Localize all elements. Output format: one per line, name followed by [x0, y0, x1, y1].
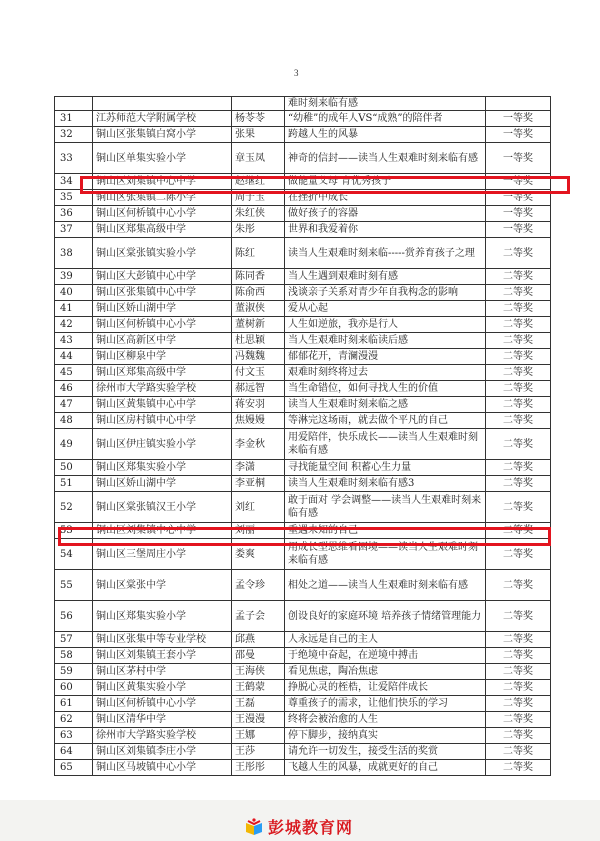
- table-row: [55, 601, 551, 632]
- cell-award: 二等奖: [486, 238, 551, 269]
- cell-number: 35: [55, 190, 93, 206]
- cell-number: 56: [55, 601, 93, 632]
- cell-award: 二等奖: [486, 680, 551, 696]
- cell-number: 43: [55, 333, 93, 349]
- cell-number: 60: [55, 680, 93, 696]
- cell-school: 铜山区何桥镇中心小学: [93, 696, 232, 712]
- cell-title: 世界和我爱着你: [285, 222, 486, 238]
- cell-number: 38: [55, 238, 93, 269]
- cell-title: 爱从心起: [285, 301, 486, 317]
- cell-number: 44: [55, 349, 93, 365]
- cell-name: 陈俞西: [232, 285, 285, 301]
- cell-name: 焦嫚嫚: [232, 413, 285, 429]
- cell-award: 二等奖: [486, 349, 551, 365]
- cell-number: 42: [55, 317, 93, 333]
- cell-school: 铜山区何桥镇中心小学: [93, 206, 232, 222]
- cell-title: 重遇未知的自己: [285, 523, 486, 539]
- cell-number: 51: [55, 476, 93, 492]
- cell-number: 54: [55, 539, 93, 570]
- cell-title: 尊重孩子的需求，让他们快乐的学习: [285, 696, 486, 712]
- table-row: [55, 460, 551, 476]
- cell-award: 二等奖: [486, 632, 551, 648]
- cell-title: 当生命错位，如何寻找人生的价值: [285, 381, 486, 397]
- cell-award: 二等奖: [486, 285, 551, 301]
- cell-award: 二等奖: [486, 744, 551, 760]
- cell-name: 王磊: [232, 696, 285, 712]
- cell-name: 王海侠: [232, 664, 285, 680]
- cell-number: 41: [55, 301, 93, 317]
- table-row: [55, 111, 551, 127]
- cell-title: 于绝境中奋起，在逆境中搏击: [285, 648, 486, 664]
- cell-number: 49: [55, 429, 93, 460]
- cell-title: 飞越人生的风暴，成就更好的自己: [285, 760, 486, 776]
- table-row: [55, 365, 551, 381]
- page-number: 3: [294, 68, 299, 78]
- cell-school: 徐州市大学路实验学校: [93, 728, 232, 744]
- cell-school: 铜山区柳泉中学: [93, 349, 232, 365]
- cell-number: 50: [55, 460, 93, 476]
- cell-title: 在挫折中成长: [285, 190, 486, 206]
- cell-title: 浅谈亲子关系对青少年自我构念的影响: [285, 285, 486, 301]
- cell-number: 45: [55, 365, 93, 381]
- cell-award: 二等奖: [486, 413, 551, 429]
- cell-award: 一等奖: [486, 222, 551, 238]
- cell-title: 请允许一切发生，接受生活的奖赏: [285, 744, 486, 760]
- cell-school: 铜山区何桥镇中心小学: [93, 317, 232, 333]
- cell-number: 62: [55, 712, 93, 728]
- cell-school: 铜山区伊庄镇实验小学: [93, 429, 232, 460]
- cell-award: 二等奖: [486, 317, 551, 333]
- cell-number: 57: [55, 632, 93, 648]
- table-row: [55, 349, 551, 365]
- cell-school: 铜山区棠张镇实验小学: [93, 238, 232, 269]
- table-row: [55, 712, 551, 728]
- cell-name: 朱彤: [232, 222, 285, 238]
- cell-title: 用成长型思维看困境——读当人生艰难时刻来临有感: [285, 539, 486, 570]
- cell-award: 二等奖: [486, 712, 551, 728]
- cell-name: 郝远智: [232, 381, 285, 397]
- table-row: [55, 206, 551, 222]
- table-row: [55, 381, 551, 397]
- table-row: [55, 301, 551, 317]
- cell-name: 杜思颖: [232, 333, 285, 349]
- cell-name: 付文玉: [232, 365, 285, 381]
- cell-award: 一等奖: [486, 143, 551, 174]
- cell-award: 二等奖: [486, 760, 551, 776]
- award-table-body: [55, 97, 551, 776]
- cell-title: 看见焦虑，陶冶焦虑: [285, 664, 486, 680]
- cell-name: 朱红侠: [232, 206, 285, 222]
- cell-award: 二等奖: [486, 601, 551, 632]
- book-icon: [244, 818, 264, 836]
- table-row: [55, 413, 551, 429]
- cell-name: 李潇: [232, 460, 285, 476]
- cell-number: 36: [55, 206, 93, 222]
- watermark-text: 彭城教育网: [268, 818, 354, 837]
- cell-number: 48: [55, 413, 93, 429]
- cell-name: 孟令珍: [232, 570, 285, 601]
- cell-title: 郁郁花开，青澜漫漫: [285, 349, 486, 365]
- cell-number: 63: [55, 728, 93, 744]
- cell-name: 刘红: [232, 492, 285, 523]
- cell-award: 二等奖: [486, 460, 551, 476]
- cell-award: 二等奖: [486, 664, 551, 680]
- table-row: [55, 222, 551, 238]
- cell-number: 55: [55, 570, 93, 601]
- cell-name: 邵曼: [232, 648, 285, 664]
- cell-school: 铜山区张集镇白窝小学: [93, 127, 232, 143]
- cell-number: 40: [55, 285, 93, 301]
- cell-award: 一等奖: [486, 190, 551, 206]
- cell-name: 张果: [232, 127, 285, 143]
- cell-award: 二等奖: [486, 365, 551, 381]
- cell-school: 铜山区刘集镇中心中学: [93, 174, 232, 190]
- cell-award: 二等奖: [486, 492, 551, 523]
- cell-school: 铜山区郑集实验小学: [93, 460, 232, 476]
- cell-title: 人生如逆旅，我亦是行人: [285, 317, 486, 333]
- table-row: [55, 664, 551, 680]
- cell-school: 铜山区三堡周庄小学: [93, 539, 232, 570]
- cell-title: 敢于面对 学会调整——读当人生艰难时刻来临有感: [285, 492, 486, 523]
- watermark-logo: [244, 815, 353, 838]
- cell-school: 铜山区马坡镇中心小学: [93, 760, 232, 776]
- table-row: [55, 269, 551, 285]
- table-row: [55, 492, 551, 523]
- cell-name: 章玉凤: [232, 143, 285, 174]
- cell-name: 刘丽: [232, 523, 285, 539]
- cell-title: 读当人生艰难时刻来临之感: [285, 397, 486, 413]
- cell-school: 铜山区茅村中学: [93, 664, 232, 680]
- table-row: [55, 570, 551, 601]
- cell-name: 王莎: [232, 744, 285, 760]
- cell-school: 铜山区高新区中学: [93, 333, 232, 349]
- cell-title: 神奇的信封——读当人生艰难时刻来临有感: [285, 143, 486, 174]
- cell-award: 二等奖: [486, 696, 551, 712]
- cell-school: 铜山区娇山湖中学: [93, 476, 232, 492]
- cell-number: 53: [55, 523, 93, 539]
- cell-award: 二等奖: [486, 728, 551, 744]
- table-row: [55, 728, 551, 744]
- cell-name: 王漫漫: [232, 712, 285, 728]
- cell-award: 二等奖: [486, 523, 551, 539]
- cell-title: 当人生遇到艰难时刻有感: [285, 269, 486, 285]
- cell-number: 52: [55, 492, 93, 523]
- cell-name: 周子玉: [232, 190, 285, 206]
- cell-school: 铜山区娇山湖中学: [93, 301, 232, 317]
- cell-school: 铜山区棠张中学: [93, 570, 232, 601]
- cell-school: 铜山区张集镇中心中学: [93, 285, 232, 301]
- highlight-box-row-53: [58, 527, 551, 546]
- cell-number: 32: [55, 127, 93, 143]
- table-row: [55, 429, 551, 460]
- cell-award: 一等奖: [486, 111, 551, 127]
- cell-title: 难时刻来临有感: [285, 97, 486, 111]
- cell-title: 寻找能量空间 积蓄心生力量: [285, 460, 486, 476]
- cell-school: 铜山区黄集镇中心中学: [93, 397, 232, 413]
- cell-award: 二等奖: [486, 570, 551, 601]
- cell-title: 当人生艰难时刻来临读后感: [285, 333, 486, 349]
- cell-title: “幼稚”的成年人VS“成熟”的陪伴者: [285, 111, 486, 127]
- cell-school: 铜山区刘集镇中心中学: [93, 523, 232, 539]
- cell-award: 二等奖: [486, 333, 551, 349]
- table-row: [55, 143, 551, 174]
- cell-school: 江苏师范大学附属学校: [93, 111, 232, 127]
- highlight-box-row-34: [80, 176, 570, 194]
- cell-award: 一等奖: [486, 206, 551, 222]
- cell-name: 董树新: [232, 317, 285, 333]
- cell-school: 铜山区棠张镇汉王小学: [93, 492, 232, 523]
- cell-title: 用爱陪伴，快乐成长——读当人生艰难时刻来临有感: [285, 429, 486, 460]
- cell-school: 铜山区黄集实验小学: [93, 680, 232, 696]
- cell-award: 二等奖: [486, 476, 551, 492]
- cell-school: 铜山区郑集实验小学: [93, 601, 232, 632]
- cell-number: 31: [55, 111, 93, 127]
- cell-title: 读当人生艰难时刻来临有感3: [285, 476, 486, 492]
- cell-number: 61: [55, 696, 93, 712]
- cell-number: 37: [55, 222, 93, 238]
- cell-title: 停下脚步，接纳真实: [285, 728, 486, 744]
- cell-school: 铜山区郑集高级中学: [93, 222, 232, 238]
- cell-title: 终将会被治愈的人生: [285, 712, 486, 728]
- cell-name: 李亚桐: [232, 476, 285, 492]
- cell-award: 一等奖: [486, 174, 551, 190]
- table-row: [55, 744, 551, 760]
- table-row: [55, 333, 551, 349]
- cell-number: 64: [55, 744, 93, 760]
- cell-award: 二等奖: [486, 429, 551, 460]
- table-row: [55, 648, 551, 664]
- cell-school: 铜山区郑集高级中学: [93, 365, 232, 381]
- cell-name: 王彤彤: [232, 760, 285, 776]
- cell-award: 二等奖: [486, 269, 551, 285]
- cell-name: 孟子会: [232, 601, 285, 632]
- cell-title: 相处之道——读当人生艰难时刻来临有感: [285, 570, 486, 601]
- cell-school: 徐州市大学路实验学校: [93, 381, 232, 397]
- cell-award: 二等奖: [486, 381, 551, 397]
- cell-award: 一等奖: [486, 127, 551, 143]
- table-row: [55, 397, 551, 413]
- cell-award: 二等奖: [486, 539, 551, 570]
- table-row: [55, 127, 551, 143]
- cell-school: 铜山区单集实验小学: [93, 143, 232, 174]
- table-row: [55, 760, 551, 776]
- cell-school: 铜山区刘集镇李庄小学: [93, 744, 232, 760]
- cell-name: 王娜: [232, 728, 285, 744]
- cell-number: 65: [55, 760, 93, 776]
- cell-number: 47: [55, 397, 93, 413]
- cell-number: 58: [55, 648, 93, 664]
- cell-name: 蒋安羽: [232, 397, 285, 413]
- cell-title: 人永远是自己的主人: [285, 632, 486, 648]
- cell-title: 等淋完这场雨，就去做个平凡的自己: [285, 413, 486, 429]
- cell-number: 46: [55, 381, 93, 397]
- award-table: [54, 96, 551, 776]
- cell-name: 赵继红: [232, 174, 285, 190]
- cell-number: 39: [55, 269, 93, 285]
- cell-award: 二等奖: [486, 648, 551, 664]
- table-row: [55, 696, 551, 712]
- cell-school: 铜山区大彭镇中心中学: [93, 269, 232, 285]
- cell-school: 铜山区张集镇二陈小学: [93, 190, 232, 206]
- cell-name: 冯魏魏: [232, 349, 285, 365]
- cell-name: 陈同香: [232, 269, 285, 285]
- cell-award: 二等奖: [486, 397, 551, 413]
- cell-name: 邱燕: [232, 632, 285, 648]
- cell-title: 创设良好的家庭环境 培养孩子情绪管理能力: [285, 601, 486, 632]
- cell-school: 铜山区清华中学: [93, 712, 232, 728]
- cell-title: 做能量父母 育优秀孩子: [285, 174, 486, 190]
- cell-school: 铜山区房村镇中心中学: [93, 413, 232, 429]
- cell-title: 读当人生艰难时刻来临-----赏养育孩子之理: [285, 238, 486, 269]
- table-row-fragment: [55, 97, 551, 111]
- cell-name: 娄爽: [232, 539, 285, 570]
- table-row: [55, 680, 551, 696]
- cell-number: 59: [55, 664, 93, 680]
- table-row: [55, 238, 551, 269]
- cell-number: 34: [55, 174, 93, 190]
- cell-school: 铜山区张集中等专业学校: [93, 632, 232, 648]
- cell-name: 杨苓苓: [232, 111, 285, 127]
- table-row: [55, 317, 551, 333]
- cell-school: 铜山区刘集镇王套小学: [93, 648, 232, 664]
- cell-name: 李金秋: [232, 429, 285, 460]
- cell-title: 挣脱心灵的桎梏，让爱陪伴成长: [285, 680, 486, 696]
- cell-number: 33: [55, 143, 93, 174]
- table-row: [55, 285, 551, 301]
- table-row: [55, 476, 551, 492]
- cell-title: 跨越人生的风暴: [285, 127, 486, 143]
- cell-award: 二等奖: [486, 301, 551, 317]
- table-row: [55, 632, 551, 648]
- cell-title: 做好孩子的容器: [285, 206, 486, 222]
- cell-name: 陈红: [232, 238, 285, 269]
- cell-name: 董淑侠: [232, 301, 285, 317]
- cell-title: 艰难时刻终将过去: [285, 365, 486, 381]
- cell-name: 王鹤蒙: [232, 680, 285, 696]
